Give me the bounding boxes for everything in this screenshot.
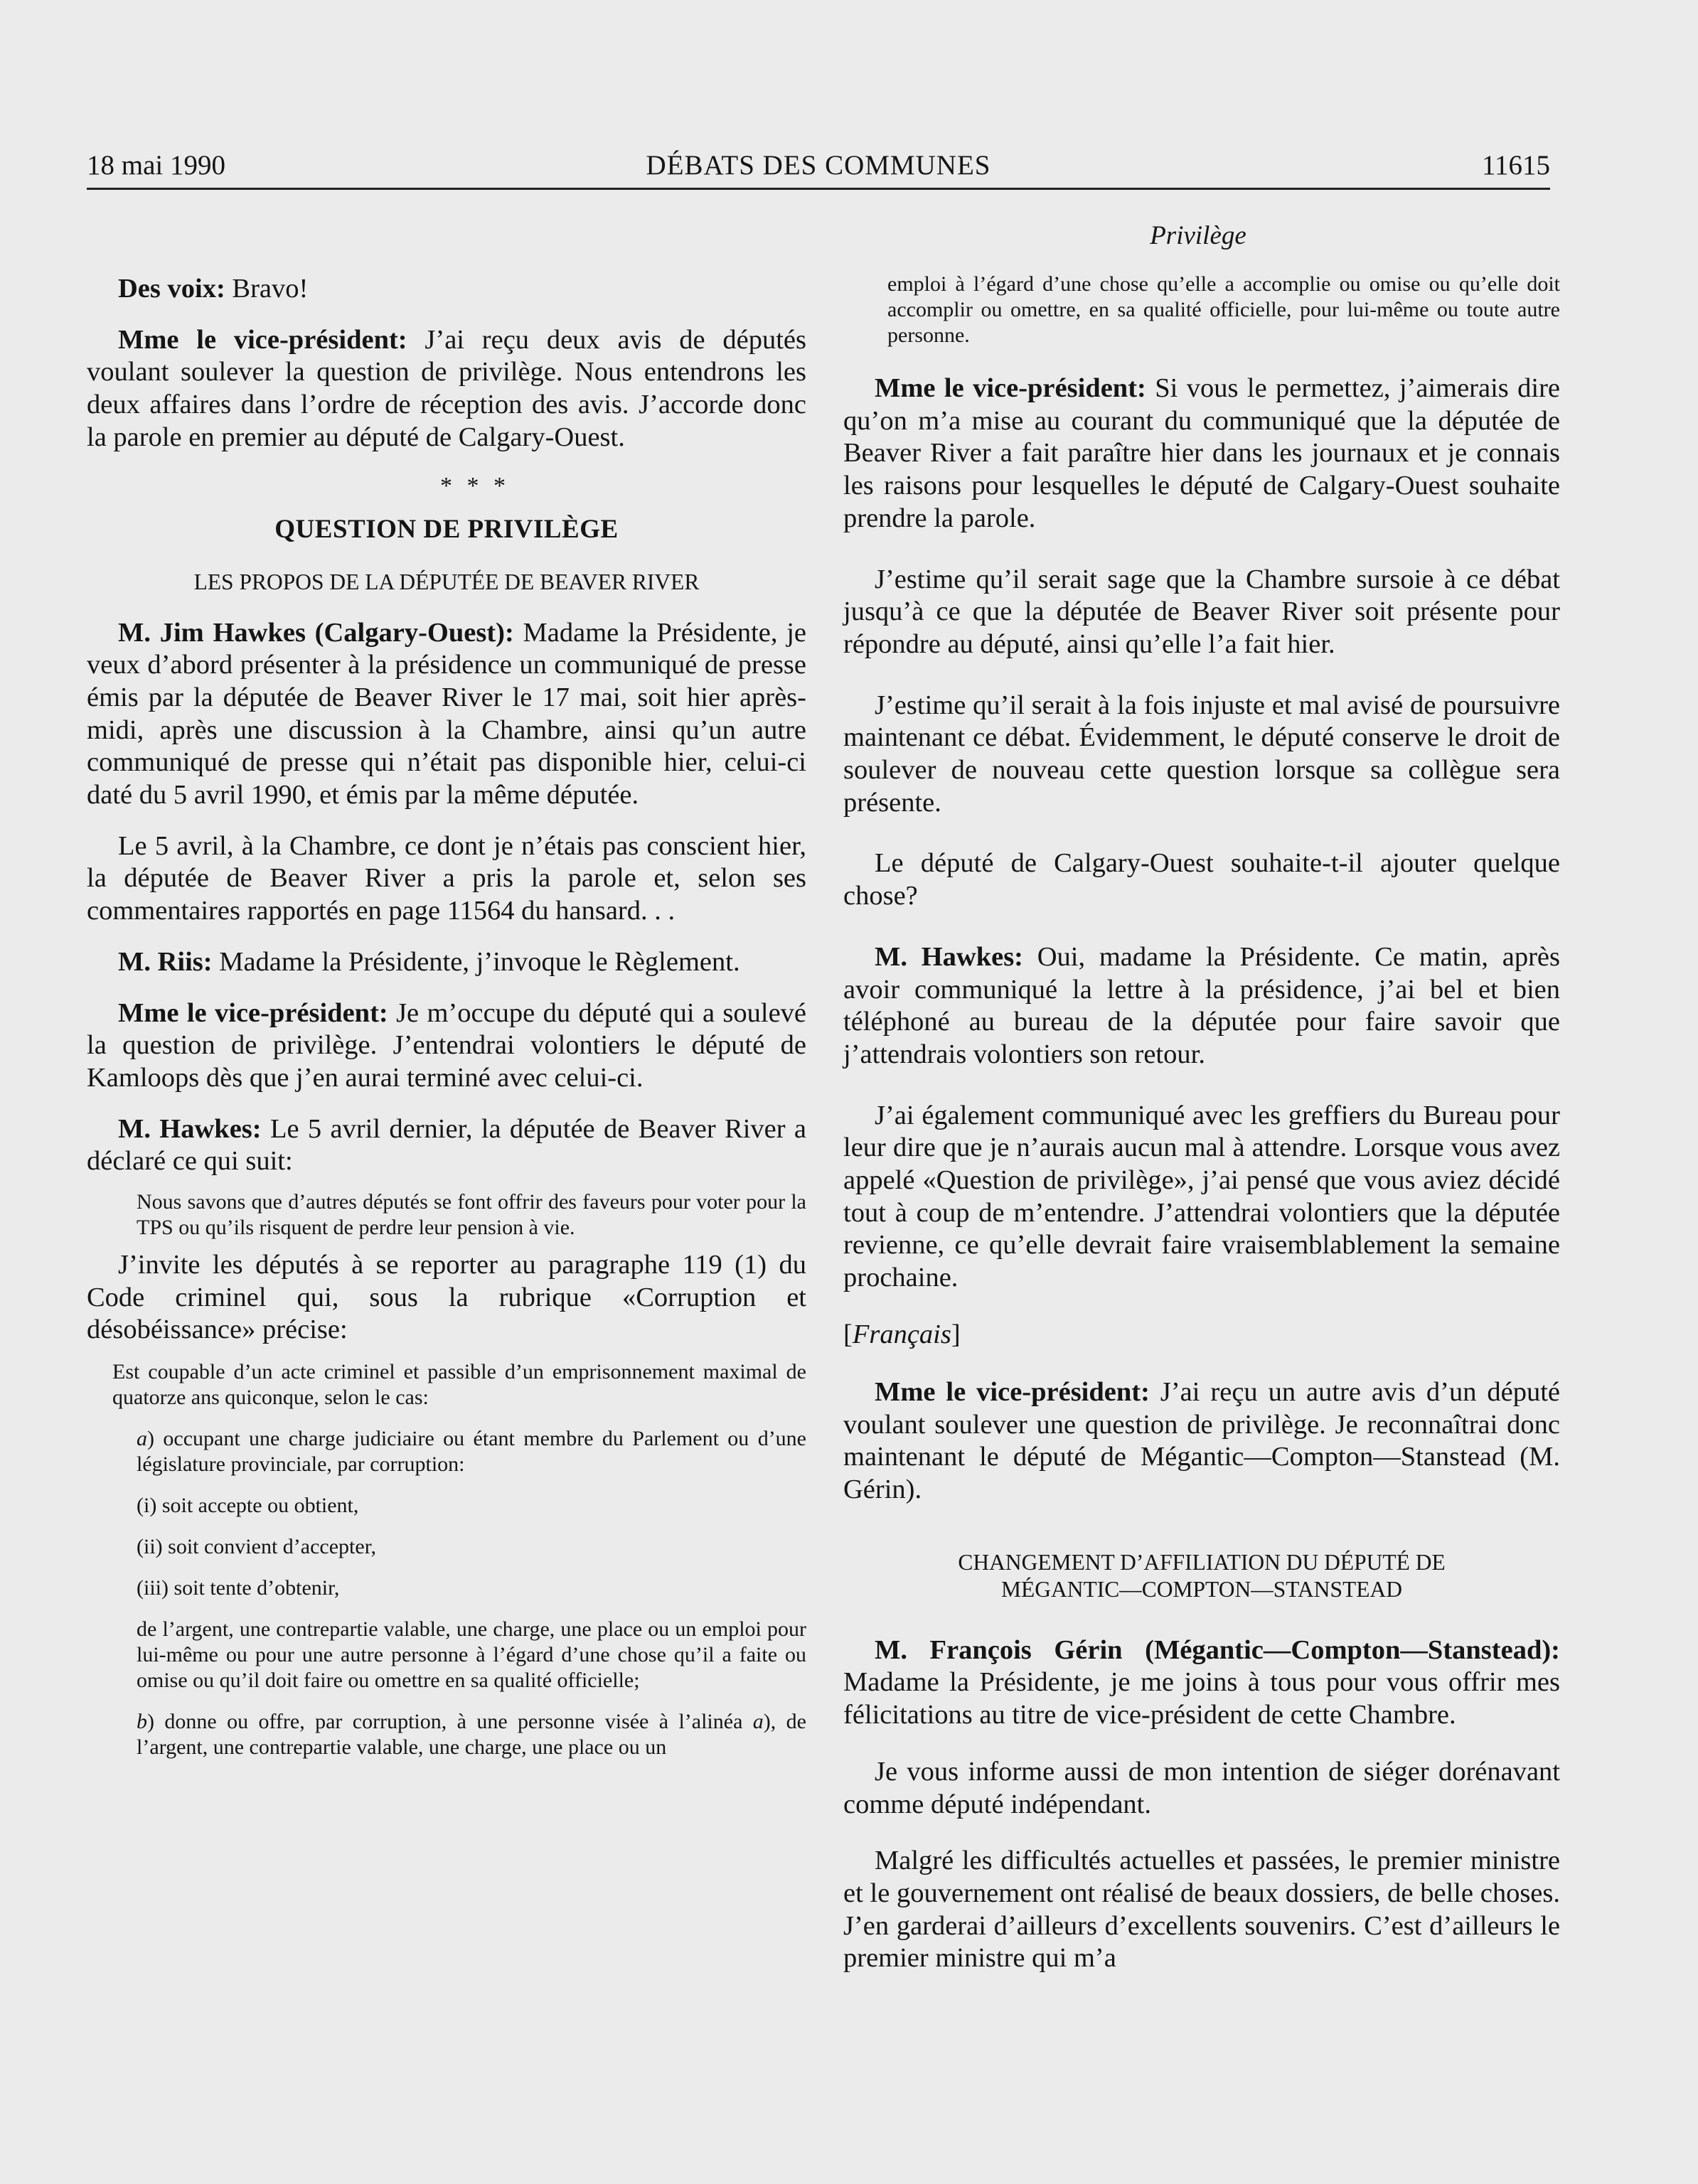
speaker-name: M. Riis: [118, 946, 213, 977]
speech-text: J’ai reçu deux avis de députés voulant soulever la question de privilège. Nous entendrons les deux affaires dans l’ordre de réception des avis. J’accorde donc la parole en premier au député de Calgary-Ouest. [87, 324, 806, 452]
speaker-name: Mme le vice-président: [875, 1376, 1150, 1407]
speaker-name: Des voix: [118, 274, 225, 304]
sub-heading: LES PROPOS DE LA DÉPUTÉE DE BEAVER RIVER [193, 569, 700, 594]
page-number: 11615 [1481, 150, 1550, 181]
paragraph [843, 941, 1560, 1071]
speech-text: J’ai reçu un autre avis d’un député voulant soulever une question de privilège. Je reconnaîtrai donc maintenant le député de Mégantic—Compton—Stanstead (M. Gérin). [843, 1376, 1561, 1504]
clause-text: ) occupant une charge judiciaire ou étant membre du Parlement ou d’une législature provinciale, par corruption: [137, 1427, 806, 1477]
paragraph [87, 273, 806, 306]
speech-text: Si vous le permettez, j’aimerais dire qu’on m’a mise au courant du communiqué que la députée de Beaver River a fait paraître hier dans les journaux et je connais les raisons pour lesquelles le député de Calgary-Ouest souhaite prendre la parole. [843, 373, 1561, 533]
speech-text: Madame la Présidente, j’invoque le Règlement. [212, 946, 740, 977]
language-name: Français [852, 1319, 951, 1349]
paragraph: J’ai également communiqué avec les greffiers du Bureau pour leur dire que je n’aurais aucun mal à attendre. Lorsque vous avez appelé «Question de privilège», j’ai pensé que vous aviez décidé tout à coup de m’entendre. J’attendrai volontiers que la députée revienne, ce qu’elle devrait faire vraisemblablement la semaine prochaine. [843, 1100, 1560, 1293]
bracket: ] [951, 1319, 961, 1349]
quotation: emploi à l’égard d’une chose qu’elle a accomplie ou omise ou qu’elle doit accomplir ou omettre, en sa qualité officielle, pour lui-même ou toute autre personne. [887, 272, 1560, 347]
speaker-name: M. Jim Hawkes (Calgary-Ouest): [118, 617, 514, 648]
speaker-name: M. François Gérin (Mégantic—Compton—Stanstead): [875, 1634, 1560, 1665]
paragraph: Malgré les difficultés actuelles et passées, le premier ministre et le gouvernement ont réalisé de beaux dossiers, de belle choses. J’en garderai d’ailleurs d’excellents souvenirs. C’est d’ailleurs le premier ministre qui m’a [843, 1846, 1560, 1974]
paragraph: J’invite les députés à se reporter au paragraphe 119 (1) du Code criminel qui, sous la rubrique «Corruption et désobéissance» précise: [87, 1250, 806, 1345]
quotation: Nous savons que d’autres députés se font offrir des faveurs pour voter pour la TPS ou qu’ils risquent de perdre leur pension à vie. [137, 1190, 806, 1240]
header-date: 18 mai 1990 [87, 150, 225, 181]
paragraph [843, 1376, 1560, 1506]
section-separator: * * * [440, 472, 510, 499]
quotation: (iii) soit tente d’obtenir, [137, 1576, 340, 1600]
speech-text: Je m’occupe du député qui a soulevé la question de privilège. J’entendrai volontiers le député de Kamloops dès que j’en aurai terminé avec celui-ci. [87, 997, 806, 1093]
quotation: Est coupable d’un acte criminel et passible d’un emprisonnement maximal de quatorze ans quiconque, selon le cas: [112, 1360, 806, 1410]
speaker-name: M. Hawkes: [118, 1113, 262, 1144]
quotation: de l’argent, une contrepartie valable, une charge, une place ou un emploi pour lui-même ou pour une autre personne à l’égard d’une chose qu’il a faite ou omise ou qu’il doit faire ou omettre en sa qualité officielle; [137, 1617, 806, 1693]
speech-text: Madame la Présidente, je veux d’abord présenter à la présidence un communiqué de presse émis par la députée de Beaver River le 17 mai, soit hier après-midi, après une discussion à la Chambre, ainsi qu’un autre communiqué de presse qui n’était pas disponible hier, celui-ci daté du 5 avril 1990, et émis par la même députée. [87, 617, 806, 810]
speech-text: Bravo! [225, 274, 309, 304]
left-column [87, 273, 806, 1776]
clause-letter: b [137, 1710, 147, 1734]
sub-heading [843, 1549, 1560, 1603]
paragraph: J’estime qu’il serait à la fois injuste et mal avisé de poursuivre maintenant ce débat. Évidemment, le député conserve le droit de soulever de nouveau cette question lorsque sa collègue sera présente. [843, 690, 1560, 818]
right-column [843, 272, 1560, 1993]
speaker-name: Mme le vice-président: [118, 997, 388, 1028]
speaker-name: M. Hawkes: [875, 941, 1023, 972]
paragraph: Je vous informe aussi de mon intention de siéger dorénavant comme député indépendant. [843, 1756, 1560, 1819]
paragraph [87, 997, 806, 1095]
language-marker [843, 1319, 1560, 1351]
speech-text: Madame la Présidente, je me joins à tous pour vous offrir mes félicitations au titre de vice-président de cette Chambre. [843, 1667, 1560, 1730]
sub-heading-line: CHANGEMENT D’AFFILIATION DU DÉPUTÉ DE [958, 1549, 1446, 1575]
paragraph [87, 324, 806, 454]
speech-text: Le 5 avril dernier, la députée de Beaver River a déclaré ce qui suit: [87, 1113, 806, 1177]
paragraph [87, 617, 806, 812]
paragraph: Le député de Calgary-Ouest souhaite-t-il ajouter quelque chose? [843, 848, 1560, 911]
header-title: DÉBATS DES COMMUNES [646, 150, 991, 181]
sub-heading-line: MÉGANTIC—COMPTON—STANSTEAD [1001, 1576, 1402, 1602]
clause-text: ) donne ou offre, par corruption, à une personne visée à l’alinéa [147, 1710, 753, 1734]
paragraph [843, 373, 1560, 535]
paragraph: J’estime qu’il serait sage que la Chambre sursoie à ce débat jusqu’à ce que la députée de Beaver River soit présente pour répondre au député, ainsi qu’elle l’a fait hier. [843, 564, 1560, 659]
quotation [87, 1426, 806, 1477]
section-heading: QUESTION DE PRIVILÈGE [274, 514, 619, 544]
paragraph: Le 5 avril, à la Chambre, ce dont je n’étais pas conscient hier, la députée de Beaver River a pris la parole et, selon ses commentaires rapportés en page 11564 du hansard. . . [87, 830, 806, 926]
quotation: (ii) soit convient d’accepter, [137, 1535, 376, 1559]
speaker-name: Mme le vice-président: [875, 373, 1146, 403]
paragraph [843, 1634, 1560, 1732]
quotation: (i) soit accepte ou obtient, [137, 1494, 359, 1518]
clause-letter: a [752, 1710, 764, 1734]
clause-text: ), de l’argent, une contrepartie valable, une charge, une place ou un [137, 1710, 806, 1760]
quotation [87, 1709, 806, 1760]
clause-letter: a [137, 1427, 147, 1451]
paragraph [87, 946, 806, 979]
page-header [87, 145, 1550, 190]
speech-text: Oui, madame la Présidente. Ce matin, après avoir communiqué la lettre à la présidence, j’ai bel et bien téléphoné au bureau de la députée pour faire savoir que j’attendrais volontiers son retour. [843, 941, 1560, 1069]
section-label: Privilège [1150, 221, 1246, 250]
speaker-name: Mme le vice-président: [118, 324, 407, 355]
paragraph [87, 1113, 806, 1178]
bracket: [ [843, 1319, 853, 1349]
